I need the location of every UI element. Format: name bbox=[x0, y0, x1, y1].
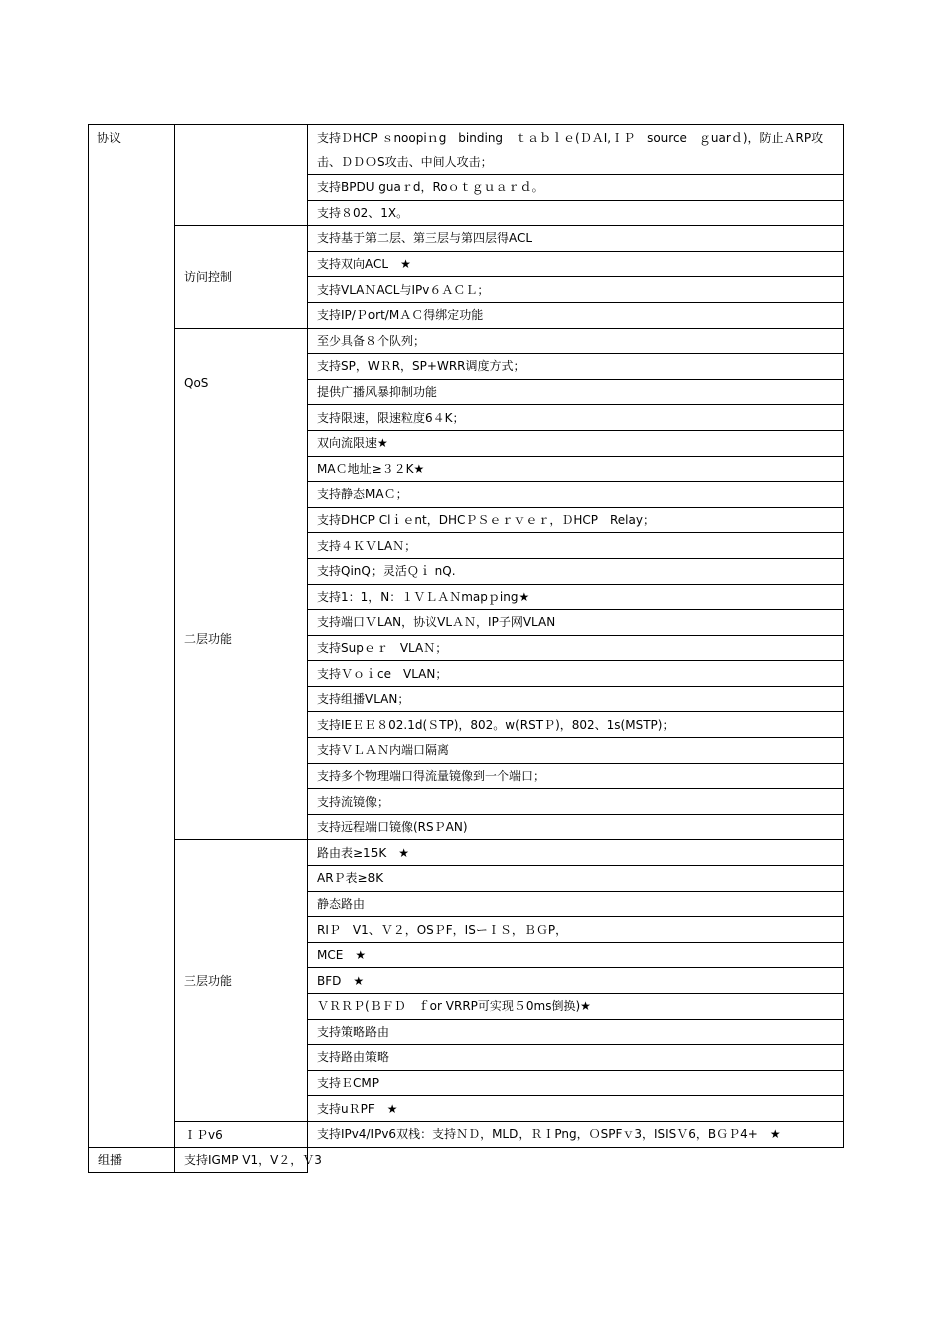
spec-item: BFD ★ bbox=[308, 968, 844, 994]
subcategory-cell: ＩＰv6 bbox=[175, 1121, 308, 1147]
subcategory-cell: 访问控制 bbox=[175, 226, 308, 328]
subcategory-cell: 组播 bbox=[89, 1147, 175, 1173]
spec-item: 支持基于第二层、第三层与第四层得ACL bbox=[308, 226, 844, 252]
table-row bbox=[89, 125, 844, 175]
spec-item: 支持IGMP V1，V２，Ｖ3 bbox=[175, 1147, 308, 1173]
subcategory-cell bbox=[175, 328, 308, 840]
spec-item: 支持1：1，N：１ＶＬＡＮmapｐing★ bbox=[308, 584, 844, 610]
spec-item: 静态路由 bbox=[308, 891, 844, 917]
spec-item: 支持ＥCMP bbox=[308, 1070, 844, 1096]
spec-item: MCE ★ bbox=[308, 942, 844, 968]
spec-item: 支持端口ＶLAN，协议VLＡＮ，IP子网VLAN bbox=[308, 610, 844, 636]
spec-item: 支持多个物理端口得流量镜像到一个端口； bbox=[308, 763, 844, 789]
spec-item: 支持BPDU guaｒd，Roｏｔｇｕａｒｄ。 bbox=[308, 175, 844, 201]
table-row bbox=[89, 1147, 844, 1173]
spec-item: 支持流镜像； bbox=[308, 789, 844, 815]
spec-item: 支持SP，WＲR，SP+WRR调度方式； bbox=[308, 354, 844, 380]
table-row bbox=[89, 328, 844, 354]
spec-item: 支持ＶＬＡＮ内端口隔离 bbox=[308, 738, 844, 764]
table-row bbox=[89, 226, 844, 252]
spec-item: 支持组播VLAN； bbox=[308, 686, 844, 712]
subcategory-cell bbox=[175, 125, 308, 226]
spec-item: 支持８02、1X。 bbox=[308, 200, 844, 226]
spec-item: 支持QinQ；灵活Ｑｉ nQ. bbox=[308, 558, 844, 584]
spec-item: 支持静态MAＣ； bbox=[308, 482, 844, 508]
spec-item: 支持限速，限速粒度6４K； bbox=[308, 405, 844, 431]
subcategory-layer2: 二层功能 bbox=[184, 631, 233, 646]
subcategory-qos: QoS bbox=[184, 375, 209, 390]
spec-item: 支持双向ACL ★ bbox=[308, 251, 844, 277]
spec-item: ＶＲＲＰ(ＢＦＤ ｆor VRRP可实现５0ms倒换)★ bbox=[308, 994, 844, 1020]
spec-item: 支持IPv4/IPv6双栈：支持ＮＤ，MLD，ＲＩPng，ＯSPFｖ3，ISISＶ6，BＧＰ4+ ★ bbox=[308, 1121, 844, 1147]
spec-item: 至少具备８个队列； bbox=[308, 328, 844, 354]
table-row bbox=[89, 1121, 844, 1147]
spec-item: 支持uＲPF ★ bbox=[308, 1096, 844, 1122]
spec-item: 提供广播风暴抑制功能 bbox=[308, 379, 844, 405]
spec-item: 支持VLAＮACL与IPv６ＡＣＬ； bbox=[308, 277, 844, 303]
spec-item: ARＰ表≥8K bbox=[308, 866, 844, 892]
spec-item: 支持Ｖｏｉce VLAN； bbox=[308, 661, 844, 687]
spec-item: 双向流限速★ bbox=[308, 430, 844, 456]
subcategory-cell: 三层功能 bbox=[175, 840, 308, 1122]
spec-item: 支持DHCP Clｉｅnt，DHCＰＳｅｒｖｅｒ，ＤHCP Relay； bbox=[308, 507, 844, 533]
spec-item: 路由表≥15K ★ bbox=[308, 840, 844, 866]
spec-item: 支持４ＫＶLAＮ； bbox=[308, 533, 844, 559]
spec-item: 支持路由策略 bbox=[308, 1045, 844, 1071]
spec-item: RIＰ V1、Ｖ２，OSＰF，ISーＩＳ，ＢＧP， bbox=[308, 917, 844, 943]
spec-item: 支持ＤHCP ｓnoopiｎg binding ｔａｂｌｅ(ＤＡI,ＩＰ source ｇuarｄ)，防止ＡRP攻击、ＤＤＯS攻击、中间人攻击； bbox=[308, 125, 844, 175]
spec-item: 支持IEＥＥ８02.1d(ＳTP)，802。w(RSTＰ)，802、1s(MSTP)； bbox=[308, 712, 844, 738]
category-cell: 协议 bbox=[89, 125, 175, 1148]
spec-item: 支持远程端口镜像(RSＰAN) bbox=[308, 814, 844, 840]
spec-item: MAＣ地址≥３２K★ bbox=[308, 456, 844, 482]
spec-item: 支持Supｅｒ VLAＮ； bbox=[308, 635, 844, 661]
spec-item: 支持IP/Ｐort/MＡＣ得绑定功能 bbox=[308, 302, 844, 328]
spec-table bbox=[88, 124, 844, 1173]
spec-item: 支持策略路由 bbox=[308, 1019, 844, 1045]
table-row bbox=[89, 840, 844, 866]
